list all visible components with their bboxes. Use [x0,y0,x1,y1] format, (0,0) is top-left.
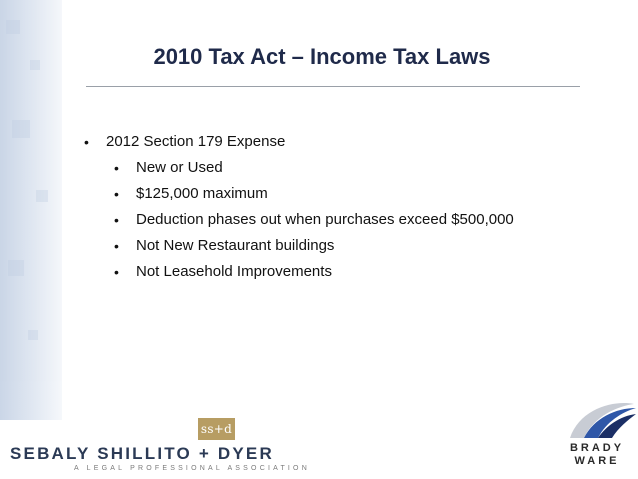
decorative-side-strip [0,0,62,420]
bullet-icon: • [114,186,119,202]
bullet-text: $125,000 maximum [136,185,268,202]
sub-bullet-item [80,159,514,177]
bullet-list [80,133,514,289]
ssd-logo-badge: ss+d [198,418,235,440]
bullet-icon: • [114,160,119,176]
ssd-tagline: A LEGAL PROFESSIONAL ASSOCIATION [74,465,310,472]
bullet-text: Not Leasehold Improvements [136,263,332,280]
sub-bullet-item [80,237,514,255]
bullet-text: Not New Restaurant buildings [136,237,335,254]
bullet-item [80,133,514,151]
bullet-icon: • [114,264,119,280]
brady-ware-wordmark [562,442,632,468]
bullet-text: 2012 Section 179 Expense [106,133,286,150]
brady-wordmark-line2: WARE [574,455,620,467]
brady-wordmark-line1: BRADY [569,442,625,454]
slide-title: 2010 Tax Act – Income Tax Laws [153,44,491,69]
sub-bullet-item [80,263,514,281]
bullet-icon: • [84,134,89,150]
bullet-text: New or Used [136,159,223,176]
bullet-icon: • [114,238,119,254]
ssd-firm-name: SEBALY SHILLITO + DYER [10,444,274,463]
sub-bullet-item [80,211,514,229]
bullet-icon: • [114,212,119,228]
title-divider [86,86,580,87]
bullet-text: Deduction phases out when purchases exceed $500,000 [136,211,514,228]
brady-ware-logo-icon [560,398,638,442]
sub-bullet-item [80,185,514,203]
